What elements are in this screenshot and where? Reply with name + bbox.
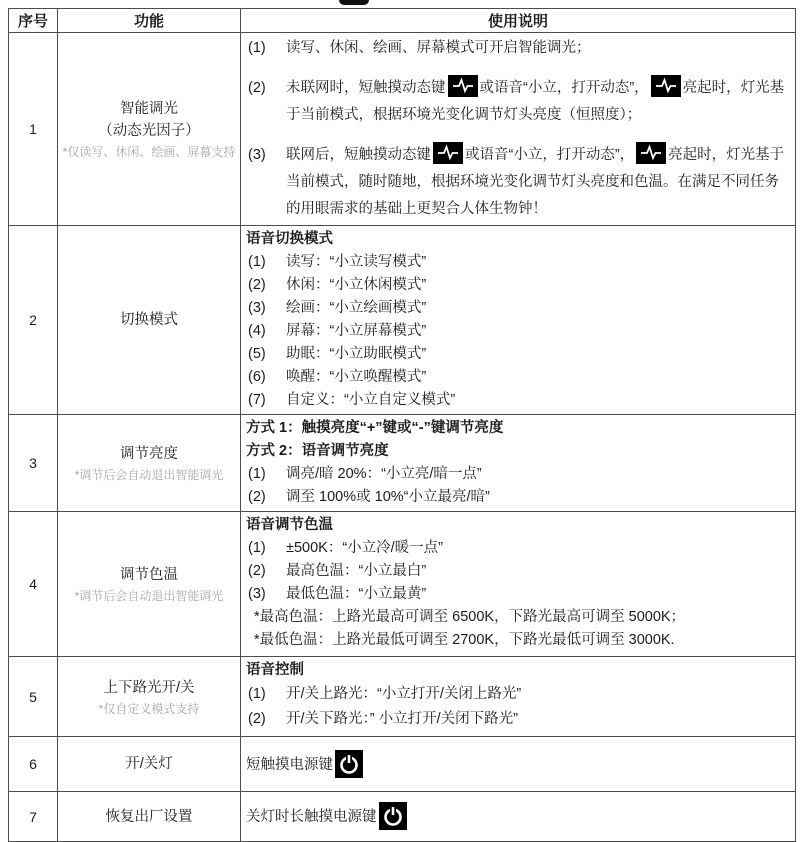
usage-item xyxy=(246,366,790,389)
usage-item xyxy=(246,274,790,297)
header-col-func: 功能 xyxy=(58,9,241,33)
item-text: 绘画：“小立绘画模式” xyxy=(286,300,427,316)
item-marker: (1) xyxy=(248,254,266,270)
item-text: ±500K：“小立冷/暖一点” xyxy=(286,540,444,556)
dynamic-key-pulse-icon xyxy=(636,142,666,164)
usage-item xyxy=(246,486,790,509)
item-text: 读写、休闲、绘画、屏幕模式可开启智能调光； xyxy=(286,40,591,56)
item-text: 最低色温：“小立最黄” xyxy=(286,586,427,602)
function-note: *调节后会自动退出智能调光 xyxy=(74,468,224,482)
usage-item xyxy=(246,560,790,583)
usage-footnote: *最高色温：上路光最高可调至 6500K，下路光最高可调至 5000K； xyxy=(254,609,686,625)
dynamic-key-pulse-icon xyxy=(433,142,463,164)
row-number: 3 xyxy=(9,415,58,512)
function-note: *仅自定义模式支持 xyxy=(98,701,200,716)
item-text: 最高色温：“小立最白” xyxy=(286,563,427,579)
item-text: 唤醒：“小立唤醒模式” xyxy=(286,369,427,385)
item-text: 未联网时，短触摸动态键 xyxy=(286,80,446,96)
function-cell xyxy=(58,226,241,415)
item-text: 休闲：“小立休闲模式” xyxy=(286,277,427,293)
table-row xyxy=(9,415,796,512)
item-marker: (5) xyxy=(248,346,266,362)
usage-item xyxy=(246,583,790,606)
table-row xyxy=(9,657,796,737)
item-marker: (4) xyxy=(248,323,266,339)
usage-heading: 语音切换模式 xyxy=(246,231,333,247)
item-text: 亮起时，灯光基于当前模式，根据环境光变化调节灯头亮度（恒照度）； xyxy=(286,80,785,123)
usage-cell xyxy=(241,415,796,512)
dynamic-key-pulse-icon xyxy=(651,75,681,97)
item-marker: (2) xyxy=(248,711,266,727)
table-row xyxy=(9,792,796,842)
usage-item xyxy=(246,463,790,486)
item-text: 或语音“小立，打开动态”， xyxy=(479,80,649,96)
usage-text: 关灯时长触摸电源键 xyxy=(246,809,377,825)
item-marker: (1) xyxy=(248,40,266,56)
row-number: 4 xyxy=(9,512,58,657)
function-title: 恢复出厂设置 xyxy=(105,808,193,825)
usage-item xyxy=(246,537,790,560)
header-col-num: 序号 xyxy=(9,9,58,33)
usage-item xyxy=(246,707,790,732)
row-number: 2 xyxy=(9,226,58,415)
usage-cell xyxy=(241,792,796,842)
row-number: 1 xyxy=(9,33,58,226)
item-marker: (3) xyxy=(248,586,266,602)
usage-heading: 语音调节色温 xyxy=(246,517,333,533)
item-text: 屏幕：“小立屏幕模式” xyxy=(286,323,427,339)
table-row xyxy=(9,33,796,226)
function-title: 上下路光开/关 xyxy=(103,679,195,696)
item-text: 亮起时，灯光基于当前模式，随时随地，根据环境光变化调节灯头亮度和色温。在满足不同任务的用眼需求的基础上更契合人体生物钟！ xyxy=(286,147,785,217)
item-marker: (7) xyxy=(248,392,266,408)
item-text: 或语音“小立，打开动态”， xyxy=(465,147,635,163)
item-text: 开/关上路光：“小立打开/关闭上路光” xyxy=(286,686,522,702)
function-cell xyxy=(58,33,241,226)
usage-item xyxy=(246,389,790,412)
item-marker: (3) xyxy=(248,147,266,163)
usage-heading: 方式 2：语音调节亮度 xyxy=(246,443,389,459)
dynamic-key-pulse-icon xyxy=(448,75,478,97)
function-cell xyxy=(58,737,241,792)
function-subtitle: （动态光因子） xyxy=(98,123,200,139)
usage-item xyxy=(246,35,790,62)
item-marker: (3) xyxy=(248,300,266,316)
usage-cell xyxy=(241,512,796,657)
usage-item xyxy=(246,75,790,129)
item-marker: (2) xyxy=(248,277,266,293)
usage-item xyxy=(246,251,790,274)
table-header-row xyxy=(9,9,796,33)
function-cell xyxy=(58,657,241,737)
usage-footnote: *最低色温：上路光最低可调至 2700K，下路光最低可调至 3000K. xyxy=(254,632,675,648)
function-title: 开/关灯 xyxy=(125,756,173,772)
usage-heading: 方式 1：触摸亮度“+”键或“-”键调节亮度 xyxy=(246,420,504,436)
usage-item xyxy=(246,682,790,707)
function-title: 切换模式 xyxy=(120,312,178,328)
item-text: 读写：“小立读写模式” xyxy=(286,254,427,270)
function-usage-table xyxy=(8,8,796,842)
item-marker: (1) xyxy=(248,540,266,556)
usage-text: 短触摸电源键 xyxy=(246,756,333,773)
cutoff-glyph-fragment xyxy=(339,0,369,5)
item-text: 助眠：“小立助眠模式” xyxy=(286,346,427,362)
item-marker: (1) xyxy=(248,686,266,702)
usage-cell xyxy=(241,33,796,226)
function-cell xyxy=(58,512,241,657)
function-title: 调节色温 xyxy=(120,567,178,583)
item-text: 调亮/暗 20%：“小立亮/暗一点” xyxy=(286,466,482,482)
item-text: 自定义：“小立自定义模式” xyxy=(286,392,456,408)
usage-item xyxy=(246,142,790,223)
usage-heading: 语音控制 xyxy=(246,662,304,678)
row-number: 7 xyxy=(9,792,58,842)
function-cell xyxy=(58,415,241,512)
usage-cell xyxy=(241,657,796,737)
header-col-usage: 使用说明 xyxy=(241,9,796,33)
item-text: 调至 100%或 10%“小立最亮/暗” xyxy=(286,489,490,505)
usage-cell xyxy=(241,737,796,792)
function-title: 调节亮度 xyxy=(120,446,178,462)
function-note: *仅读写、休闲、绘画、屏幕支持 xyxy=(62,145,236,159)
function-note: *调节后会自动退出智能调光 xyxy=(74,589,224,603)
usage-item xyxy=(246,297,790,320)
item-text: 开/关下路光：” 小立打开/关闭下路光” xyxy=(286,711,518,727)
usage-item xyxy=(246,343,790,366)
table-row xyxy=(9,512,796,657)
usage-item xyxy=(246,320,790,343)
power-key-icon xyxy=(379,802,407,830)
row-number: 5 xyxy=(9,657,58,737)
function-cell xyxy=(58,792,241,842)
table-row xyxy=(9,737,796,792)
table-row xyxy=(9,226,796,415)
power-key-icon xyxy=(335,750,363,778)
item-marker: (1) xyxy=(248,466,266,482)
item-marker: (2) xyxy=(248,563,266,579)
item-marker: (2) xyxy=(248,80,266,96)
row-number: 6 xyxy=(9,737,58,792)
usage-cell xyxy=(241,226,796,415)
item-marker: (6) xyxy=(248,369,266,385)
item-marker: (2) xyxy=(248,489,266,505)
item-text: 联网后，短触摸动态键 xyxy=(286,147,431,163)
function-title: 智能调光 xyxy=(120,101,178,117)
